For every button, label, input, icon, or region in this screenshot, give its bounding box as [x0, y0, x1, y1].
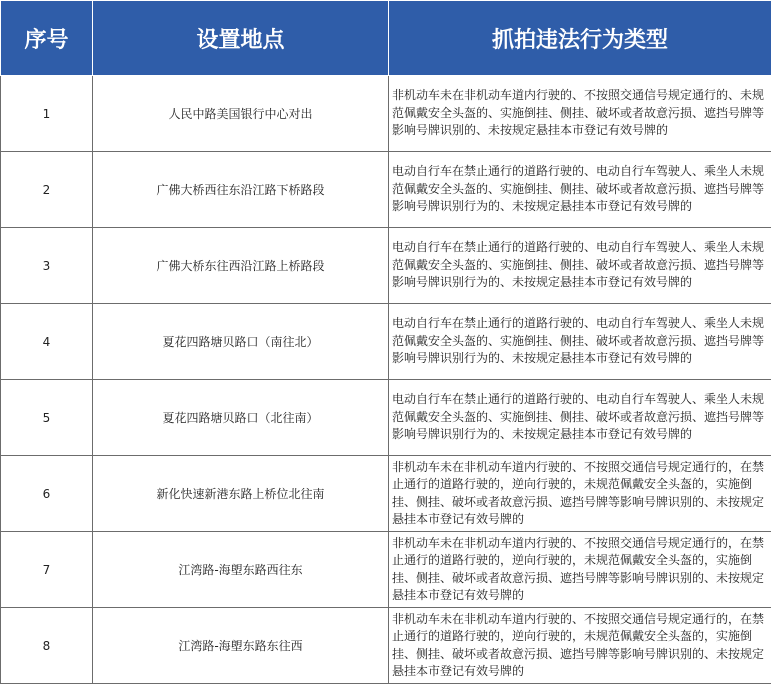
cell-violation-type: 电动自行车在禁止通行的道路行驶的、电动自行车驾驶人、乘坐人未规范佩戴安全头盔的、实施倒挂、侧挂、破坏或者故意污损、遮挡号牌等影响号牌识别行为的、未按规定悬挂本市登记有效号牌的: [389, 152, 771, 228]
header-serial-number: 序号: [1, 1, 93, 76]
cell-serial-number: 2: [1, 152, 93, 228]
cell-serial-number: 6: [1, 456, 93, 532]
table-header: [1, 1, 771, 76]
cell-violation-type: 电动自行车在禁止通行的道路行驶的、电动自行车驾驶人、乘坐人未规范佩戴安全头盔的、实施倒挂、侧挂、破坏或者故意污损、遮挡号牌等影响号牌识别行为的、未按规定悬挂本市登记有效号牌的: [389, 380, 771, 456]
cell-location: 新化快速新港东路上桥位北往南: [93, 456, 389, 532]
table-row: [1, 152, 771, 228]
cell-violation-type: 电动自行车在禁止通行的道路行驶的、电动自行车驾驶人、乘坐人未规范佩戴安全头盔的、实施倒挂、侧挂、破坏或者故意污损、遮挡号牌等影响号牌识别行为的、未按规定悬挂本市登记有效号牌的: [389, 228, 771, 304]
cell-violation-type: 非机动车未在非机动车道内行驶的、不按照交通信号规定通行的，在禁止通行的道路行驶的，逆向行驶的，未规范佩戴安全头盔的，实施倒挂、侧挂、破坏或者故意污损、遮挡号牌等影响号牌识别的、未按规定悬挂本市登记有效号牌的: [389, 532, 771, 608]
table-row: [1, 228, 771, 304]
cell-location: 广佛大桥东往西沿江路上桥路段: [93, 228, 389, 304]
table-row: [1, 456, 771, 532]
cell-violation-type: 非机动车未在非机动车道内行驶的、不按照交通信号规定通行的，在禁止通行的道路行驶的，逆向行驶的，未规范佩戴安全头盔的，实施倒挂、侧挂、破坏或者故意污损、遮挡号牌等影响号牌识别的、未按规定悬挂本市登记有效号牌的: [389, 608, 771, 684]
cell-serial-number: 3: [1, 228, 93, 304]
cell-location: 广佛大桥西往东沿江路下桥路段: [93, 152, 389, 228]
cell-violation-type: 非机动车未在非机动车道内行驶的、不按照交通信号规定通行的、未规范佩戴安全头盔的、实施倒挂、侧挂、破坏或者故意污损、遮挡号牌等影响号牌识别的、未按规定悬挂本市登记有效号牌的: [389, 76, 771, 152]
table-row: [1, 76, 771, 152]
cell-location: 夏花四路塘贝路口（南往北）: [93, 304, 389, 380]
table-row: [1, 304, 771, 380]
table-row: [1, 608, 771, 684]
cell-serial-number: 4: [1, 304, 93, 380]
header-row: [1, 1, 771, 76]
cell-serial-number: 5: [1, 380, 93, 456]
cell-location: 夏花四路塘贝路口（北往南）: [93, 380, 389, 456]
table-row: [1, 380, 771, 456]
header-location: 设置地点: [93, 1, 389, 76]
table-row: [1, 532, 771, 608]
cell-violation-type: 非机动车未在非机动车道内行驶的、不按照交通信号规定通行的，在禁止通行的道路行驶的，逆向行驶的，未规范佩戴安全头盔的，实施倒挂、侧挂、破坏或者故意污损、遮挡号牌等影响号牌识别的、未按规定悬挂本市登记有效号牌的: [389, 456, 771, 532]
cell-violation-type: 电动自行车在禁止通行的道路行驶的、电动自行车驾驶人、乘坐人未规范佩戴安全头盔的、实施倒挂、侧挂、破坏或者故意污损、遮挡号牌等影响号牌识别行为的、未按规定悬挂本市登记有效号牌的: [389, 304, 771, 380]
cell-location: 人民中路美国银行中心对出: [93, 76, 389, 152]
table-body: [1, 76, 771, 684]
cell-serial-number: 8: [1, 608, 93, 684]
header-violation-type: 抓拍违法行为类型: [389, 1, 771, 76]
cell-location: 江湾路-海塱东路西往东: [93, 532, 389, 608]
cell-serial-number: 1: [1, 76, 93, 152]
cell-serial-number: 7: [1, 532, 93, 608]
cell-location: 江湾路-海塱东路东往西: [93, 608, 389, 684]
